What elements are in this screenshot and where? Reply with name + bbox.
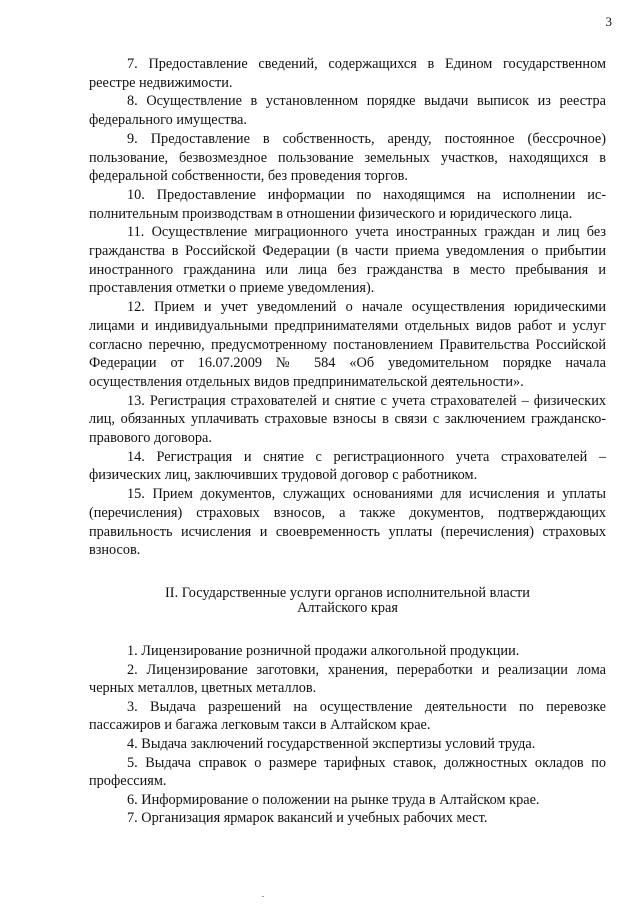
federal-services-list — [89, 55, 606, 560]
list-item: 11. Осуществление миграционного учета иностранных граждан и лиц без гражданства в Российской Федерации (в части приема уведомления о прибытии иностранного гражданина или лица без гражданства в место пребывания и проставления отметки о приеме уведомления). — [89, 224, 606, 297]
page-number: 3 — [605, 14, 612, 29]
list-item: 1. Лицензирование розничной продажи алкогольной продукции. — [127, 642, 520, 659]
list-item: 10. Предоставление информации по находящимся на исполнении исполнительным производствам в отношении физического и юридического лица. — [89, 186, 606, 222]
list-item: 6. Информирование о положении на рынке труда в Алтайском крае. — [127, 791, 540, 808]
list-item: 9. Предоставление в собственность, аренду, постоянное (бессрочное) пользование, безвозмездное пользование земельных участков, находящихся в федеральной собственности, без проведения торгов. — [89, 130, 606, 185]
section-heading: II. Государственные услуги органов исполнительной власти Алтайского края — [165, 584, 530, 616]
scan-artifact — [262, 896, 264, 897]
document-body — [89, 55, 606, 828]
list-item: 15. Прием документов, служащих основаниями для исчисления и уплаты (перечисления) страховых взносов, а также документов, подтверждающих правильность исчисления и своевременность уплаты (перечисления) страховых взносов. — [89, 486, 606, 559]
list-item: 3. Выдача разрешений на осуществление деятельности по перевозке пассажиров и багажа легковым такси в Алтайском крае. — [89, 698, 606, 734]
list-item: 2. Лицензирование заготовки, хранения, переработки и реализации лома черных металлов, цветных металлов. — [89, 661, 606, 697]
regional-services-list — [89, 642, 606, 828]
list-item: 7. Предоставление сведений, содержащихся в Едином государственном реестре недвижимости. — [89, 56, 606, 91]
list-item: 14. Регистрация и снятие с регистрационного учета страхователей – физических лиц, заключивших трудовой договор с работником. — [89, 448, 606, 484]
list-item: 8. Осуществление в установленном порядке выдачи выписок из реестра федерального имущества. — [89, 93, 606, 129]
list-item: 13. Регистрация страхователей и снятие с учета страхователей – физических лиц, обязанных уплачивать страховые взносы в связи с заключением гражданско-правового договора. — [89, 392, 606, 447]
list-item: 4. Выдача заключений государственной экспертизы условий труда. — [127, 735, 536, 752]
list-item: 7. Организация ярмарок вакансий и учебных рабочих мест. — [127, 810, 488, 827]
list-item: 5. Выдача справок о размере тарифных ставок, должностных окладов по профессиям. — [89, 754, 606, 790]
list-item: 12. Прием и учет уведомлений о начале осуществления юридическими лицами и индивидуальными предпринимателями отдельных видов работ и услуг согласно перечню, предусмотренному постановлением Правительства Российской Федерации от 16.07.2009 № 584 «Об уведомительном порядке начала осуществления отдельных видов предпринимательской деятельности». — [89, 299, 606, 390]
